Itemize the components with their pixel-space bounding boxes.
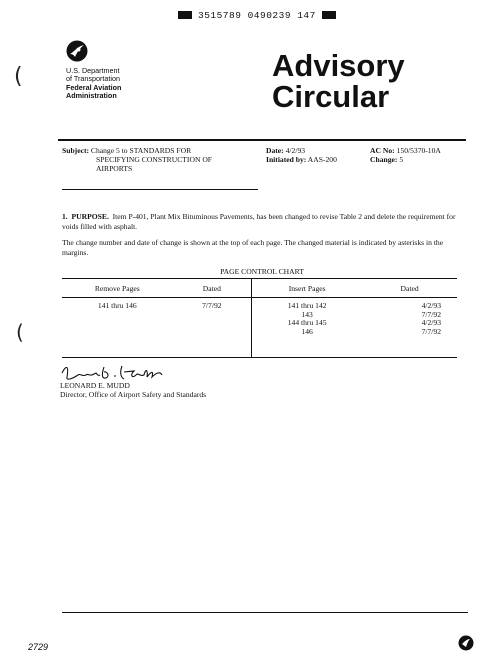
- agency-line: Administration: [66, 91, 117, 101]
- insert-dated-entry: 7/7/92: [421, 309, 441, 319]
- purpose-number: 1.: [62, 212, 68, 221]
- insert-page-entry: 143: [301, 309, 313, 319]
- remove-pages-cell: 141 thru 146: [97, 301, 137, 310]
- column-header: Dated: [173, 279, 252, 298]
- subject-line: AIRPORTS: [96, 164, 133, 173]
- column-header: Dated: [362, 279, 457, 298]
- barcode-text: 3515789 0490239 147: [198, 9, 316, 21]
- header-divider: [58, 139, 466, 141]
- change-label: Change:: [370, 155, 398, 164]
- document-title: [272, 50, 405, 112]
- barcode-block-icon: [322, 11, 336, 19]
- purpose-text: Item P-401, Plant Mix Bituminous Pavements, has been changed to revise Table 2 and delete the requirement for voids filled with asphalt.: [62, 212, 456, 231]
- signature-block: [60, 381, 206, 400]
- purpose-paragraph: [62, 212, 462, 231]
- insert-dated-cell: [362, 298, 457, 358]
- agency-line: Federal Aviation: [66, 82, 122, 92]
- recycled-seal-icon: [458, 635, 474, 651]
- title-line: Advisory: [272, 48, 405, 83]
- insert-dated-entry: 4/2/93: [421, 318, 441, 328]
- column-header: Insert Pages: [252, 279, 363, 298]
- title-line: Circular: [272, 79, 390, 114]
- agency-block: [66, 67, 121, 101]
- margin-bracket-icon: (: [16, 320, 24, 344]
- subject-line: SPECIFYING CONSTRUCTION OF: [96, 155, 213, 164]
- page-number: 2729: [28, 642, 49, 652]
- margin-bracket-icon: (: [14, 64, 23, 89]
- page-control-table: [62, 278, 457, 358]
- page-control-chart-title: PAGE CONTROL CHART: [220, 267, 304, 276]
- dot-logo-icon: [66, 40, 88, 62]
- date-value: 4/2/93: [285, 146, 306, 155]
- initiated-label: Initiated by:: [266, 155, 307, 164]
- barcode-block-icon: [178, 11, 192, 19]
- remove-dated-cell: 7/7/92: [173, 298, 252, 358]
- subject-divider: [62, 189, 258, 190]
- ac-label: AC No:: [370, 146, 395, 155]
- insert-dated-entry: 7/7/92: [421, 326, 441, 336]
- subject-block: [62, 146, 212, 173]
- column-header: Remove Pages: [62, 279, 173, 298]
- table-row: [62, 298, 457, 358]
- document-barcode: [178, 8, 338, 22]
- insert-pages-cell: [252, 298, 363, 358]
- change-note: The change number and date of change is shown at the top of each page. The changed material is indicated by asterisks in the margins.: [62, 238, 444, 257]
- signer-name: LEONARD E. MUDD: [60, 381, 130, 390]
- insert-page-entry: 146: [301, 326, 313, 336]
- insert-dated-entry: 4/2/93: [421, 301, 441, 310]
- purpose-heading: PURPOSE.: [71, 212, 109, 221]
- subject-line: Change 5 to STANDARDS FOR: [90, 146, 192, 155]
- agency-line: U.S. Department: [66, 66, 120, 75]
- ac-value: 150/5370-10A: [396, 146, 441, 155]
- subject-label: Subject:: [62, 146, 89, 155]
- agency-line: of Transportation: [66, 74, 120, 84]
- insert-page-entry: 144 thru 145: [287, 318, 327, 328]
- signer-title: Director, Office of Airport Safety and Standards: [60, 390, 207, 400]
- date-label: Date:: [266, 146, 284, 155]
- footer-divider: [62, 612, 468, 613]
- ac-number-block: [370, 146, 441, 164]
- table-header-row: [62, 279, 457, 298]
- date-block: [266, 146, 337, 164]
- handwritten-signature: [60, 363, 164, 383]
- insert-page-entry: 141 thru 142: [287, 301, 327, 310]
- initiated-value: AAS-200: [307, 155, 337, 164]
- change-value: 5: [399, 155, 404, 164]
